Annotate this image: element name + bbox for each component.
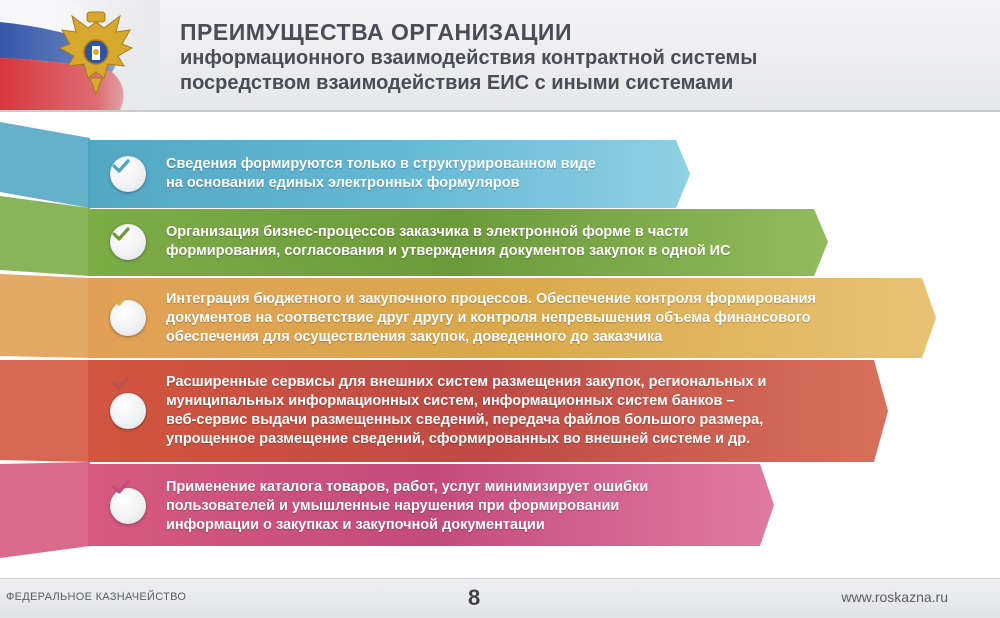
page-subtitle-line-2: посредством взаимодействия ЕИС с иными системами	[180, 72, 734, 94]
advantage-5-line-1: Применение каталога товаров, работ, услуг минимизирует ошибки	[166, 478, 649, 495]
advantage-1-line-1: Сведения формируются только в структурированном виде	[166, 156, 596, 172]
double-headed-eagle-emblem	[58, 8, 134, 100]
advantage-text-5	[166, 478, 648, 535]
advantage-text-1	[166, 155, 596, 193]
advantage-4-line-4: упрощенное размещение сведений, сформированных во внешней системе и др.	[166, 431, 751, 447]
advantage-4-line-2: муниципальных информационных систем, информационных систем банков –	[166, 393, 735, 409]
check-icon	[110, 393, 146, 429]
advantage-4-line-1: Расширенные сервисы для внешних систем размещения закупок, региональных и	[166, 374, 767, 390]
advantage-2-line-1: Организация бизнес-процессов заказчика в электронной форме в части	[166, 224, 689, 240]
advantage-text-2	[166, 223, 731, 261]
advantage-item-3	[110, 288, 816, 348]
check-icon	[110, 224, 146, 260]
advantages-list	[0, 110, 1000, 580]
check-icon	[110, 488, 146, 524]
advantage-item-1	[110, 155, 596, 193]
check-icon	[110, 156, 146, 192]
advantage-3-line-3: обеспечения для осуществления закупок, доведенного до заказчика	[166, 328, 663, 345]
advantage-item-2	[110, 223, 731, 261]
page-number: 8	[468, 585, 481, 610]
page-title: ПРЕИМУЩЕСТВА ОРГАНИЗАЦИИ	[180, 19, 572, 45]
check-icon	[110, 300, 146, 336]
footer-website-link[interactable]: www.roskazna.ru	[841, 589, 948, 605]
footer-organization: ФЕДЕРАЛЬНОЕ КАЗНАЧЕЙСТВО	[6, 591, 187, 603]
title-block	[180, 18, 980, 96]
advantage-2-line-2: формирования, согласования и утверждения документов закупок в одной ИС	[166, 243, 731, 259]
advantage-3-line-2: документов на соответствие друг другу и контроля непревышения объема финансового	[166, 309, 811, 326]
slide-header	[0, 0, 1000, 112]
page-subtitle-line-1: информационного взаимодействия контрактной системы	[180, 47, 758, 69]
slide-footer	[0, 578, 1000, 618]
advantage-text-3	[166, 290, 816, 347]
advantage-item-5	[110, 476, 648, 536]
advantage-1-line-2: на основании единых электронных формуляров	[166, 175, 520, 191]
advantage-5-line-2: пользователей и умышленные нарушения при формировании	[166, 497, 620, 514]
advantage-text-4	[166, 373, 766, 449]
advantage-4-line-3: веб-сервис выдачи размещенных сведений, передача файлов большого размера,	[166, 412, 764, 428]
advantage-item-4	[110, 372, 766, 450]
advantage-5-line-3: информации о закупках и закупочной документации	[166, 516, 545, 533]
advantage-3-line-1: Интеграция бюджетного и закупочного процессов. Обеспечение контроля формирования	[166, 290, 816, 307]
